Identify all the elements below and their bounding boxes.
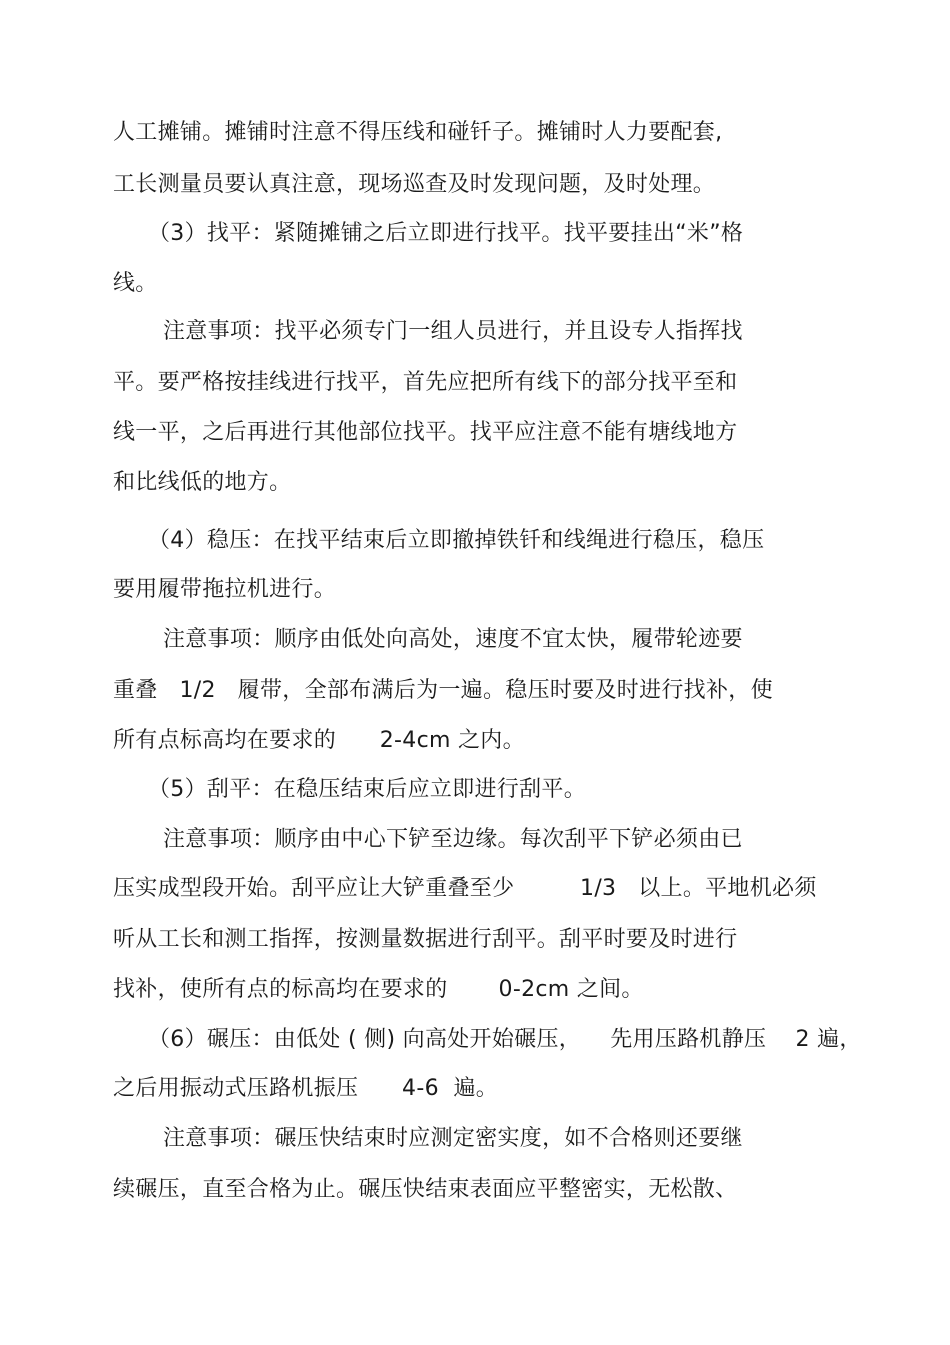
- text-line-17: 听从工长和测工指挥，按测量数据进行刮平。刮平时要及时进行: [113, 927, 738, 952]
- text-line-3: （3）找平：紧随摊铺之后立即进行找平。找平要挂出“米”格: [148, 221, 744, 246]
- text-line-2: 工长测量员要认真注意，现场巡查及时发现问题，及时处理。: [113, 172, 716, 197]
- text-line-11: 注意事项：顺序由低处向高处，速度不宜太快，履带轮迹要: [163, 627, 743, 652]
- text-line-5: 注意事项：找平必须专门一组人员进行，并且设专人指挥找: [163, 319, 743, 344]
- text-line-20: 之后用振动式压路机振压 4-6 遍。: [113, 1076, 499, 1101]
- text-line-15: 注意事项：顺序由中心下铲至边缘。每次刮平下铲必须由已: [163, 827, 743, 852]
- text-line-1: 人工摊铺。摊铺时注意不得压线和碰钎子。摊铺时人力要配套,: [113, 120, 723, 145]
- text-line-7: 线一平，之后再进行其他部位找平。找平应注意不能有塘线地方: [113, 420, 738, 445]
- text-line-16: 压实成型段开始。刮平应让大铲重叠至少 1/3 以上。平地机必须: [113, 876, 817, 901]
- text-line-9: （4）稳压：在找平结束后立即撤掉铁钎和线绳进行稳压，稳压: [148, 528, 765, 553]
- text-line-13: 所有点标高均在要求的 2-4cm 之内。: [113, 728, 525, 753]
- text-line-8: 和比线低的地方。: [113, 470, 292, 495]
- text-line-21: 注意事项：碾压快结束时应测定密实度，如不合格则还要继: [163, 1126, 743, 1151]
- text-line-19: （6）碾压：由低处 ( 侧) 向高处开始碾压， 先用压路机静压 2 遍，: [148, 1027, 862, 1052]
- text-line-10: 要用履带拖拉机进行。: [113, 577, 337, 602]
- text-line-4: 线。: [113, 271, 158, 296]
- text-line-12: 重叠 1/2 履带，全部布满后为一遍。稳压时要及时进行找补，使: [113, 678, 773, 703]
- text-line-18: 找补，使所有点的标高均在要求的 0-2cm 之间。: [113, 977, 644, 1002]
- text-line-6: 平。要严格按挂线进行找平，首先应把所有线下的部分找平至和: [113, 370, 738, 395]
- text-line-14: （5）刮平：在稳压结束后应立即进行刮平。: [148, 777, 586, 802]
- text-line-22: 续碾压，直至合格为止。碾压快结束表面应平整密实，无松散、: [113, 1177, 738, 1202]
